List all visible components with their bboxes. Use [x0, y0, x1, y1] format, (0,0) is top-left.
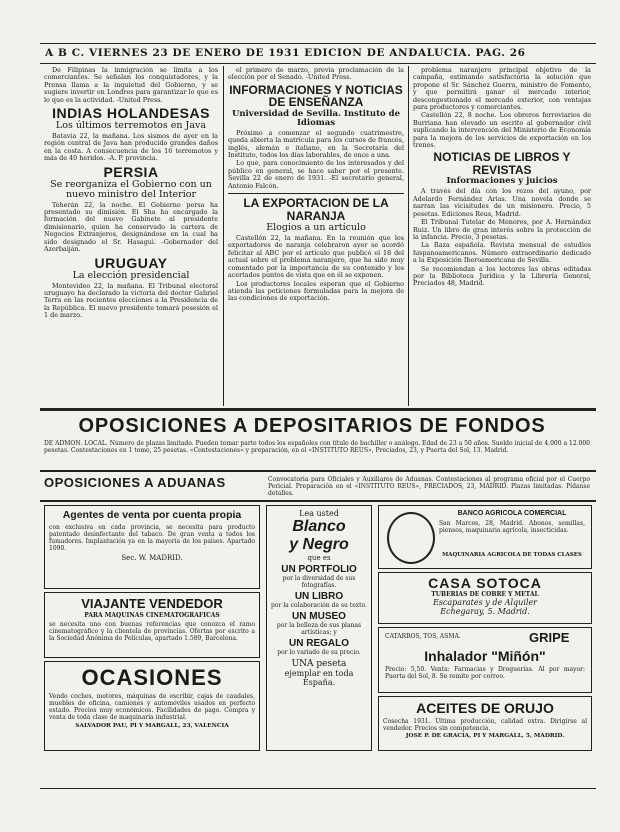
viajante-body: se necesita uno con buenas referencias que conozca el ramo cinematográfico y la clientela de provincias. Ofertas por escrito a la Sociedad Anónima de Películas, apartado 1.589, Barcelona.	[49, 621, 255, 642]
column-divider-1	[223, 66, 224, 406]
naranja-subheading: Elogios a un artículo	[266, 222, 366, 234]
blanco-que-es: que es	[307, 554, 331, 562]
ad-sotoca	[378, 572, 592, 624]
top-rule	[40, 43, 596, 44]
naranja-body-1: Castellón 22, la mañana. En la reunión que los exportadores de naranja celebraron ayer se acordó felicitar al ABC por el artículo que publicó el 18 del actual sobre el problema naranjero, que ha sido muy comentado por la importancia de su contenido y los acertados puntos de vista que en él se exponen.	[228, 234, 404, 280]
sotoca-line2: Echegaray, 5. Madrid.	[440, 607, 530, 616]
col3-intro: problema naranjero principal objetivo de la campaña, estimando satisfactoria la solución que propone el Sr. Sánchez Guerra, ministro de Fomento, y que permitirá ganar el mercado interior, descongestionado el mercado exterior, con ventajas para productores y comerciantes.	[413, 67, 591, 112]
ad-agentes	[44, 505, 260, 589]
blanco-regalo: UN REGALO	[289, 638, 349, 649]
blanco-libro: UN LIBRO	[294, 591, 344, 602]
ad-viajante	[44, 592, 260, 658]
uruguay-subheading: La elección presidencial	[72, 269, 190, 281]
orujo-body: Cosecha 1931. Ultima producción, calidad extra. Dirigirse al vendedor. Precios sin competencia.	[383, 718, 587, 732]
col3-para2: Castellón 22, 8 noche. Los obreros ferroviarios de Burriana han elevado un escrito al gobernador civil suplicando la intervención del Ministerio de Economía para la mejora de los servicios de exportación en los trenes.	[413, 111, 591, 150]
banco-body: San Marcos, 28, Madrid. Abonos, semillas, piensos, maquinaria agrícola, insecticidas.	[439, 520, 585, 534]
ad-blanco-y-negro	[266, 505, 372, 751]
informaciones-body-1: Próximo a comenzar el segundo cuatrimestre, queda abierta la matrícula para los cursos de francés, inglés, alemán e italiano, en la Secretaría del Instituto, todos los días laborables, de once a una.	[228, 128, 404, 160]
libro-3: La Raza española. Revista mensual de estudios hispanoamericanos. Número extraordinario dedicado a la Exposición Iberoamericana de Sevilla.	[413, 241, 591, 265]
column-divider-2	[408, 66, 409, 406]
blanco-lead: Lea usted	[299, 509, 339, 518]
indias-subheading: Los últimos terremotos en Java	[55, 120, 207, 132]
section-rule	[40, 408, 596, 411]
sotoca-subtitle: TUBERIAS DE COBRE Y METAL	[431, 591, 539, 598]
oposiciones-fondos-body: DE ADMON. LOCAL. Número de plazas limitado. Pueden tomar parte todos los españoles con título de bachiller o análogo. Edad de 23 a 50 años. Sueldo inicial de 4.000 a 12.000 pesetas. Contestaciones en 1 tomo, 25 pesetas. «Contestaciones» y preparación, en el «INSTITUTO REUS», Preciados, 23, y Puerta del Sol, 13. Madrid.	[44, 440, 590, 454]
blanco-portfolio-desc: por la diversidad de sus fotografías.	[282, 575, 356, 589]
persia-body: Teherán 22, la noche. El Gobierno persa ha presentado su dimisión. El Sha ha encargado la formación del nuevo Gabinete al presidente dimisionario, quien ha conservado la cartera de Negocios Extranjeros, designándose en la cual ha sido designado el Sr. Hasagui. -Gobernador del Azerbaiján.	[44, 200, 218, 254]
uruguay-heading: URUGUAY	[94, 254, 168, 271]
blanco-regalo-desc: por lo variado de su precio.	[277, 649, 361, 656]
blanco-museo-desc: por la belleza de sus planas artísticas; y	[276, 622, 362, 636]
blanco-portfolio: UN PORTFOLIO	[281, 564, 357, 575]
gripe-subtitle: CATARROS, TOS, ASMA.	[385, 633, 461, 640]
blanco-price-2: ejemplar en toda	[284, 669, 354, 678]
sotoca-title: CASA SOTOCA	[428, 575, 542, 591]
oposiciones-aduanas-title: OPOSICIONES A ADUANAS	[44, 475, 226, 490]
ad-ocasiones	[44, 661, 260, 751]
blanco-title-2: y Negro	[289, 536, 349, 553]
persia-heading: PERSIA	[103, 163, 159, 180]
agentes-body: con exclusiva en cada provincia, se necesita para producto patentado desinfectante del tabaco. De gran venta a todos los fumadores. Implantación ya en la mayoría de los países. Apartado 1090.	[49, 524, 255, 552]
ad-gripe	[378, 627, 592, 693]
masthead: A B C. VIERNES 23 DE ENERO DE 1931 EDICION DE ANDALUCIA. PAG. 26	[45, 47, 526, 59]
ocasiones-title: OCASIONES	[81, 665, 223, 690]
agentes-address: Sec. W. MADRID.	[121, 554, 183, 562]
ad-banco	[378, 505, 592, 569]
oposiciones-fondos-title: OPOSICIONES A DEPOSITARIOS DE FONDOS	[78, 415, 546, 437]
informaciones-subheading: Universidad de Sevilla. Instituto de Idiomas	[231, 108, 401, 128]
oposiciones-aduanas-footer	[44, 491, 266, 499]
agentes-title: Agentes de venta por cuenta propia	[62, 509, 242, 521]
blanco-museo: UN MUSEO	[292, 611, 346, 622]
col2-intro: el primero de marzo, previa proclamación de la elección por el Senado. -United Press.	[228, 67, 404, 82]
libro-4: Se recomiendan a los lectores las obras editadas por la Biblioteca Jurídica y la Librería General, Preciados 48, Madrid.	[413, 264, 591, 288]
gripe-brand: Inhalador "Miñón"	[424, 648, 546, 664]
fondos-rule	[40, 470, 596, 472]
column-3	[413, 67, 591, 407]
bottom-rule	[40, 788, 596, 789]
ocasiones-body: Vendo coches, motores, máquinas de escribir, cajas de caudales, muebles de oficina, camiones y automóviles usados en perfecto estado. Precios muy económicos. Facilidades de pago. Compra y venta de toda clase de maquinaria industrial.	[49, 693, 255, 721]
orujo-title: ACEITES DE ORUJO	[416, 700, 554, 716]
indias-body: Batavia 22, la mañana. Los sismos de ayer en la región central de Java han producido grandes daños en la costa. A consecuencia de los 16 terremotos y más de 40 heridos. -A. P. provincia.	[44, 132, 218, 163]
noticias-heading: NOTICIAS DE LIBROS Y REVISTAS	[433, 150, 571, 177]
col2-separator	[228, 193, 404, 194]
viajante-title: VIAJANTE VENDEDOR	[81, 596, 223, 611]
orujo-address: JOSE P. DE GRACIA, PI Y MARGALL, 5, MADRID.	[405, 733, 565, 739]
aduanas-rule	[40, 500, 596, 502]
viajante-subtitle: PARA MAQUINAS CINEMATOGRAFICAS	[84, 612, 220, 619]
blanco-title-1: Blanco	[292, 518, 346, 535]
ocasiones-address: SALVADOR PAU, PI Y MARGALL, 23, VALENCIA	[75, 723, 229, 729]
header-rule	[40, 63, 596, 64]
informaciones-heading: INFORMACIONES Y NOTICIAS DE ENSEÑANZA	[229, 82, 403, 110]
naranja-body-2: Los productores locales esperan que el Gobierno atienda las peticiones formuladas para la mejora de las condiciones de exportación.	[228, 279, 404, 303]
libro-2: El Tribunal Tutelar de Menores, por A. Hernández Ruiz. Un libro de gran interés sobre la protección de la infancia. Precio, 3 pesetas.	[413, 218, 591, 241]
gripe-body: Precio: 5,50. Venta: Farmacias y Droguerías. Al por mayor: Puerta del Sol, 8. Se remite por correo.	[385, 666, 585, 680]
indias-heading: INDIAS HOLANDESAS	[52, 105, 210, 122]
blanco-libro-desc: por la colaboración de su texto.	[271, 602, 367, 609]
column-1	[44, 67, 218, 407]
gripe-title: GRIPE	[529, 630, 570, 645]
blanco-price-3: España.	[302, 678, 336, 687]
sotoca-line1: Escaparates y de Alquiler	[432, 598, 538, 607]
banco-footer: MAQUINARIA AGRICOLA DE TODAS CLASES	[442, 552, 582, 558]
col1-intro: De Filipinas la inmigración se limita a los comerciantes. Se señalan los conquistadores, y la Prensa llama a la inquietud del Gobierno, y se sugiere invertir en Londres para garantizar lo que es lo que es la actividad. -United Press.	[44, 67, 218, 104]
blanco-price: UNA peseta	[291, 659, 347, 669]
banco-title: BANCO AGRICOLA COMERCIAL	[457, 510, 567, 517]
oposiciones-aduanas-body: Convocatoria para Oficiales y Auxiliares de Aduanas. Contestaciones al programa oficial por el Cuerpo Pericial. Preparación en el «INSTITUTO REUS», PRECIADOS, 23, MADRID. Plazas limitadas. Pídanse detalles.	[268, 476, 590, 497]
persia-subheading: Se reorganiza el Gobierno con un nuevo ministro del Interior	[50, 178, 212, 200]
naranja-heading: LA EXPORTACION DE LA NARANJA	[243, 196, 389, 223]
banco-emblem-icon	[387, 512, 435, 564]
column-2	[228, 67, 404, 407]
ad-orujo	[378, 696, 592, 751]
libro-1: A través del día con los rezos del ayuno, por Adelardo Fernández Arias. Una novela donde se narran las vicisitudes de un misionero. Precio, 5 pesetas. Ediciones Reus, Madrid.	[413, 187, 591, 218]
informaciones-body-2: Lo que, para conocimiento de los interesados y del público en general, se hace saber por el presente. Sevilla 22 de enero de 1931. -El secretario general, Antonio Falcón.	[228, 159, 404, 190]
uruguay-body: Montevideo 22, la mañana. El Tribunal electoral uruguayo ha declarado la victoria del doctor Gabriel Terra en las recientes elecciones a la Presidencia de la República. El nuevo presidente tomará posesión el 1 de marzo.	[44, 281, 218, 320]
noticias-subheading: Informaciones y juicios	[446, 176, 558, 187]
